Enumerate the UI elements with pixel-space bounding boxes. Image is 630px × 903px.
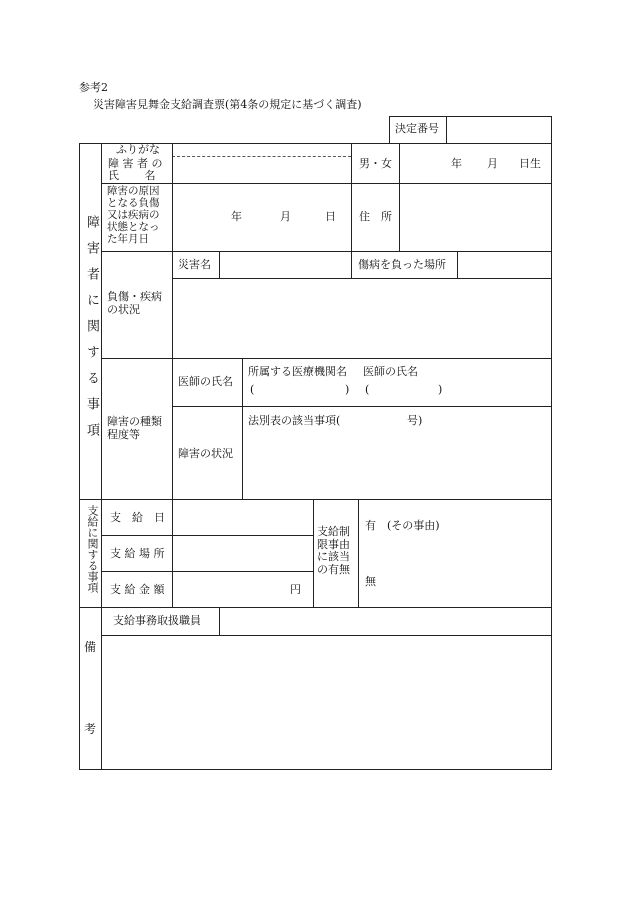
payment-side-label: 支給に関する事項 [86, 505, 99, 593]
decision-number-field[interactable] [447, 117, 551, 143]
name-label-line1: 障 害 者 の [108, 157, 163, 170]
disaster-name-label: 災害名 [178, 258, 211, 271]
injury-status-label: 負傷・疾病の状況 [107, 290, 162, 316]
table-item-field[interactable] [346, 415, 406, 428]
injury-place-field[interactable] [458, 252, 551, 277]
name-field[interactable] [173, 158, 350, 182]
address-field[interactable] [400, 184, 551, 250]
address-label: 住 所 [359, 210, 392, 223]
dob-day-label: 日生 [519, 157, 541, 170]
cause-date-label: 障害の原因となる負傷又は疾病の状態となった年月日 [107, 185, 160, 246]
disability-status-field[interactable] [243, 432, 551, 498]
remarks-side-label-1: 備 [84, 640, 97, 654]
remarks-side-label-2: 考 [84, 722, 97, 736]
dob-month-label: 月 [487, 157, 498, 170]
institution-paren-close: ) [345, 383, 350, 396]
remarks-field[interactable] [102, 636, 551, 769]
disability-status-label: 障害の状況 [178, 447, 233, 460]
doctor-name-field[interactable] [373, 384, 436, 397]
institution-field[interactable] [258, 384, 343, 397]
injury-status-field[interactable] [173, 279, 551, 357]
furigana-label: ふりがな [116, 143, 160, 156]
name-label-line2: 氏 名 [108, 169, 156, 182]
doctor-paren-close: ) [438, 383, 443, 396]
table-item-suffix: 号) [407, 414, 423, 427]
decision-number-label: 決定番号 [395, 122, 439, 135]
cause-month-label: 月 [280, 210, 291, 223]
gender-label[interactable]: 男・女 [359, 157, 392, 170]
form-title: 災害障害見舞金支給調査票(第4条の規定に基づく調査) [93, 98, 362, 111]
payment-date-field[interactable] [173, 500, 312, 534]
dob-year-label: 年 [451, 157, 462, 170]
disaster-name-field[interactable] [220, 252, 350, 277]
payment-date-label: 支 給 日 [110, 511, 165, 524]
furigana-field[interactable] [173, 144, 350, 156]
cause-day-label: 日 [325, 210, 336, 223]
restriction-yes[interactable]: 有 (その事由) [365, 519, 440, 532]
payment-place-field[interactable] [173, 536, 312, 570]
table-item-label: 法別表の該当事項( [248, 414, 341, 427]
institution-paren-open: ( [250, 383, 255, 396]
institution-label: 所属する医療機関名 [248, 365, 347, 378]
doctor-name-label: 医師の氏名 [178, 375, 233, 388]
reference-label: 参考2 [79, 81, 108, 94]
official-field[interactable] [220, 608, 551, 634]
payment-amount-label: 支 給 金 額 [110, 583, 165, 596]
yen-label: 円 [290, 583, 301, 596]
disabled-person-side-label: 障害者に関する事項 [84, 215, 99, 449]
cause-year-label: 年 [231, 210, 242, 223]
official-label: 支給事務取扱職員 [113, 614, 201, 627]
injury-place-label: 傷病を負った場所 [358, 258, 446, 271]
doctor-paren-open: ( [365, 383, 370, 396]
doctor-name-label-2: 医師の氏名 [363, 365, 418, 378]
payment-place-label: 支 給 場 所 [110, 547, 165, 560]
restriction-no[interactable]: 無 [365, 575, 376, 588]
disability-type-label: 障害の種類程度等 [107, 415, 162, 441]
restriction-label: 支給制限事由に該当の有無 [317, 525, 350, 576]
payment-amount-field[interactable] [173, 572, 283, 606]
